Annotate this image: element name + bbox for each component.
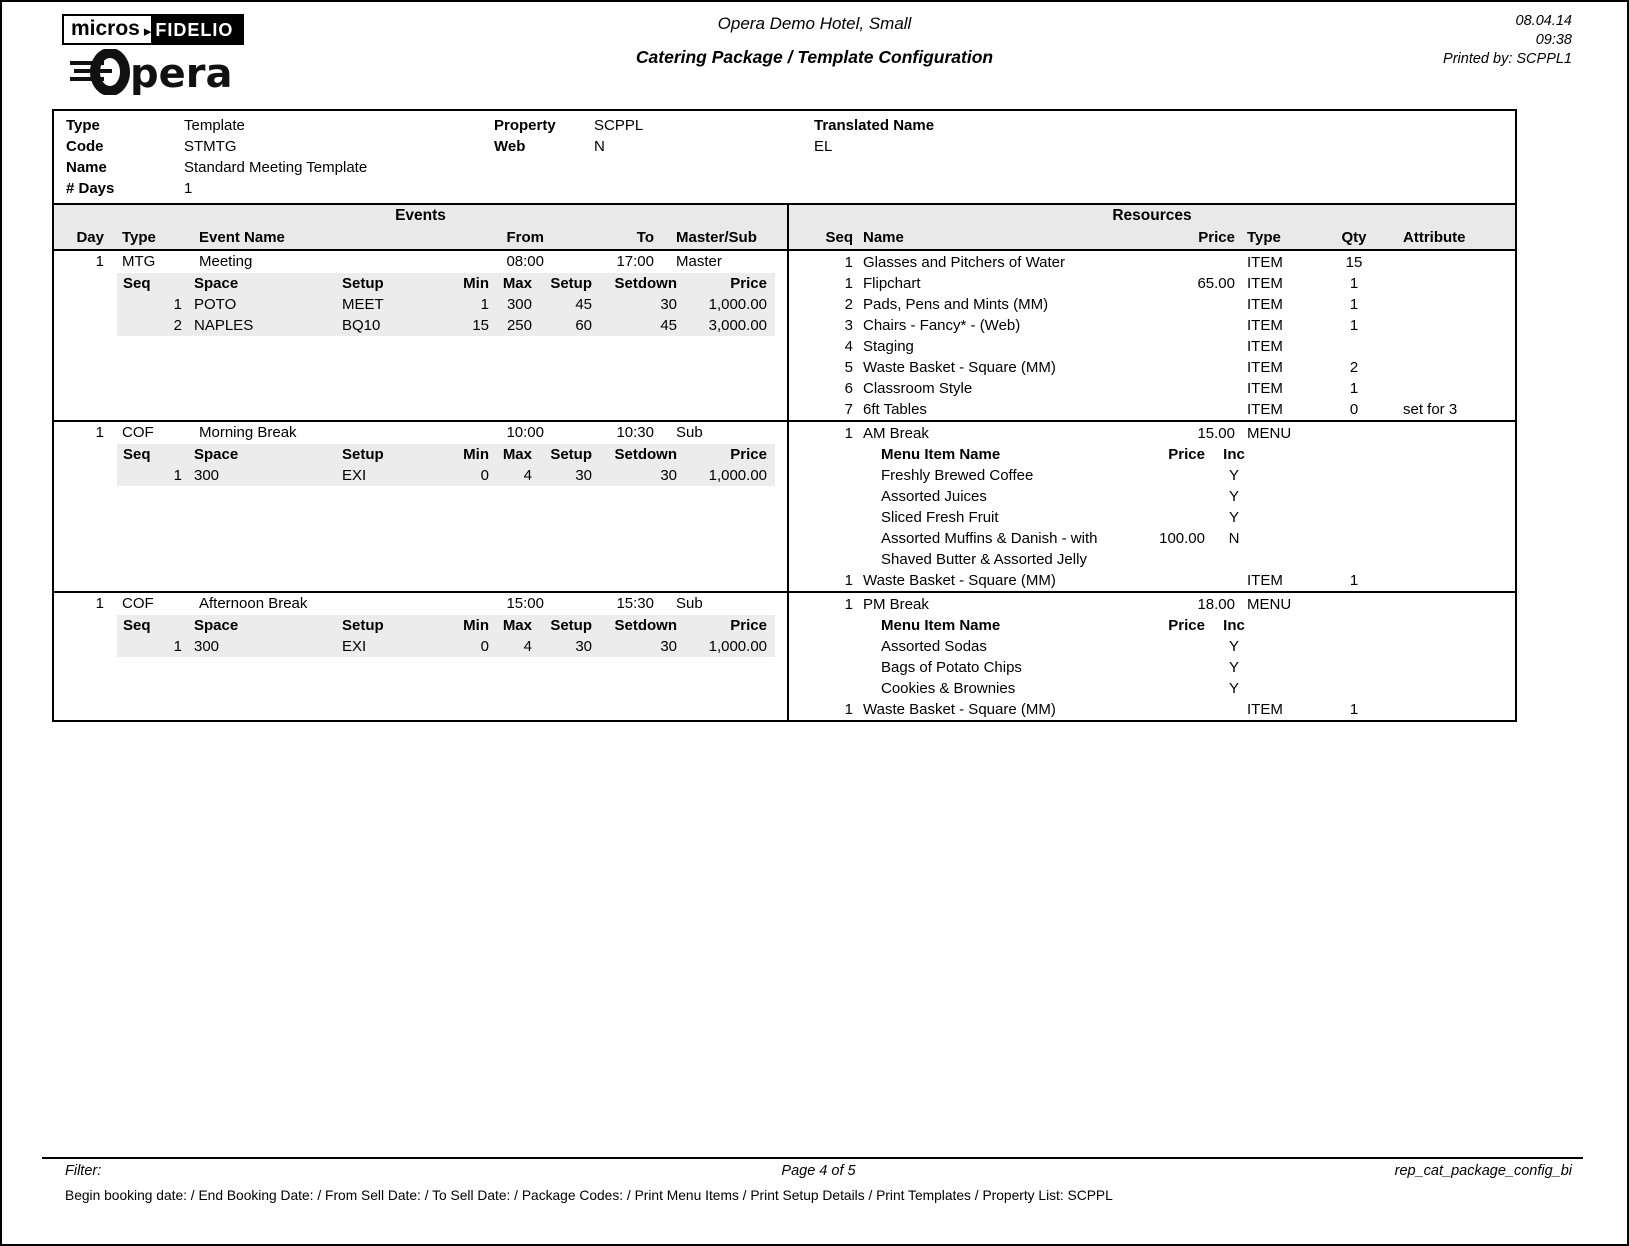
space-row: 2 NAPLES BQ10 15 250 60 45 3,000.00 bbox=[173, 317, 767, 334]
col-setup-time: Setup bbox=[550, 275, 592, 292]
event-row bbox=[54, 251, 787, 272]
menu-item-row: Assorted Muffins & Danish - with Shaved Butter & Assorted Jelly 100.00 N bbox=[881, 530, 1240, 568]
col-seq: Seq bbox=[825, 229, 853, 246]
print-time: 09:38 bbox=[1535, 32, 1572, 48]
days-value: 1 bbox=[184, 180, 193, 197]
fidelio-logo-text: FIDELIO bbox=[151, 16, 242, 43]
event-day: 1 bbox=[95, 253, 104, 270]
space-row: 1 POTO MEET 1 300 45 30 1,000.00 bbox=[173, 296, 767, 313]
events-column-headers bbox=[54, 227, 787, 249]
col-qty: Qty bbox=[1341, 229, 1367, 246]
event-block-morning-break bbox=[54, 420, 1515, 591]
menu-item-row: Assorted Juices Y bbox=[881, 488, 1239, 505]
event-name: Meeting bbox=[199, 253, 253, 270]
space-row: 1 300 EXI 0 4 30 30 1,000.00 bbox=[173, 467, 767, 484]
space-header-row: Seq Space Setup Min Max Setup Setdown Price bbox=[123, 617, 767, 634]
space-sub-table bbox=[117, 273, 775, 336]
event-row: 1 COF Afternoon Break 15:00 15:30 Sub bbox=[95, 595, 703, 612]
web-value: N bbox=[594, 138, 605, 155]
event-type: MTG bbox=[122, 253, 156, 270]
filter-label: Filter: bbox=[65, 1163, 102, 1179]
col-setdown: Setdown bbox=[614, 275, 677, 292]
vendor-logos bbox=[62, 14, 258, 99]
col-price: Price bbox=[1198, 229, 1235, 246]
arrow-icon: ▸ bbox=[144, 16, 152, 43]
resource-row: 2 Pads, Pens and Mints (MM) ITEM 1 bbox=[844, 296, 1359, 313]
space-row: 1 300 EXI 0 4 30 30 1,000.00 bbox=[173, 638, 767, 655]
opera-logo-graphic bbox=[68, 49, 258, 95]
space-sub-table bbox=[117, 444, 775, 486]
code-value: STMTG bbox=[184, 138, 237, 155]
translated-name-label: Translated Name bbox=[814, 117, 935, 134]
event-row: 1 COF Morning Break 10:00 10:30 Sub bbox=[95, 424, 703, 441]
col-attribute: Attribute bbox=[1403, 229, 1466, 246]
space-header-row bbox=[117, 273, 775, 294]
menu-item-row: Assorted Sodas Y bbox=[881, 638, 1239, 655]
col-menu-item-name: Menu Item Name bbox=[881, 446, 1001, 463]
col-res-type: Type bbox=[1247, 229, 1281, 246]
table-header-band bbox=[54, 203, 1515, 251]
micros-logo-text: micros bbox=[64, 16, 144, 43]
event-from: 08:00 bbox=[506, 253, 544, 270]
space-sub-table bbox=[117, 615, 775, 657]
resource-row: 4 Staging ITEM bbox=[844, 338, 1283, 355]
col-event-name: Event Name bbox=[199, 229, 285, 246]
event-to: 17:00 bbox=[616, 253, 654, 270]
package-info bbox=[54, 111, 1515, 203]
resource-row: 1 Glasses and Pitchers of Water ITEM 15 bbox=[844, 254, 1363, 271]
col-menu-inc: Inc bbox=[1223, 446, 1245, 463]
printed-by: Printed by: SCPPL1 bbox=[1443, 51, 1572, 67]
resource-row: 1 Waste Basket - Square (MM) ITEM 1 bbox=[844, 701, 1359, 718]
report-body bbox=[52, 109, 1517, 722]
filter-criteria: Begin booking date: / End Booking Date: / From Sell Date: / To Sell Date: / Package Codes: / Print Menu Items / Print Setup Details / Print Templates / Property List: SCPPL bbox=[65, 1188, 1113, 1203]
property-value: SCPPL bbox=[594, 117, 644, 134]
col-space-price: Price bbox=[730, 275, 767, 292]
page-number: Page 4 of 5 bbox=[781, 1163, 856, 1179]
menu-resource-row: 1 PM Break 18.00 MENU bbox=[844, 596, 1292, 613]
resources-column-headers bbox=[789, 227, 1515, 249]
col-from: From bbox=[506, 229, 544, 246]
col-day: Day bbox=[76, 229, 104, 246]
events-section-title: Events bbox=[395, 207, 446, 224]
menu-item-row: Bags of Potato Chips Y bbox=[881, 659, 1239, 676]
days-label: # Days bbox=[66, 180, 115, 197]
menu-item-row: Freshly Brewed Coffee Y bbox=[881, 467, 1239, 484]
menu-resource-row: 1 AM Break 15.00 MENU bbox=[844, 425, 1292, 442]
menu-header-row bbox=[789, 444, 1515, 465]
hotel-name: Opera Demo Hotel, Small bbox=[717, 14, 912, 33]
space-header-row: Seq Space Setup Min Max Setup Setdown Price bbox=[123, 446, 767, 463]
opera-logo bbox=[68, 49, 258, 99]
name-label: Name bbox=[66, 159, 107, 176]
col-setup: Setup bbox=[342, 275, 384, 292]
resource-row: 1 Flipchart 65.00 ITEM 1 bbox=[844, 275, 1359, 292]
type-label: Type bbox=[66, 117, 100, 134]
report-id: rep_cat_package_config_bi bbox=[1394, 1163, 1572, 1179]
print-info bbox=[1443, 12, 1572, 69]
event-master-sub: Master bbox=[676, 253, 722, 270]
resource-row: 3 Chairs - Fancy* - (Web) ITEM 1 bbox=[844, 317, 1359, 334]
menu-item-row: Cookies & Brownies Y bbox=[881, 680, 1239, 697]
resources-section-title: Resources bbox=[1112, 207, 1192, 224]
col-menu-price: Price bbox=[1168, 446, 1205, 463]
col-type: Type bbox=[122, 229, 156, 246]
col-min: Min bbox=[463, 275, 489, 292]
web-label: Web bbox=[494, 138, 526, 155]
event-block-meeting bbox=[54, 251, 1515, 420]
property-label: Property bbox=[494, 117, 556, 134]
resource-row: 6 Classroom Style ITEM 1 bbox=[844, 380, 1359, 397]
col-space-seq: Seq bbox=[123, 275, 151, 292]
report-title: Catering Package / Template Configuration bbox=[635, 47, 994, 67]
code-label: Code bbox=[66, 138, 104, 155]
col-master-sub: Master/Sub bbox=[676, 229, 757, 246]
resource-row: 1 Waste Basket - Square (MM) ITEM 1 bbox=[844, 572, 1359, 589]
type-value: Template bbox=[184, 117, 245, 134]
micros-fidelio-logo bbox=[62, 14, 244, 45]
print-date: 08.04.14 bbox=[1515, 13, 1572, 29]
footer-meta bbox=[65, 1163, 1572, 1179]
footer-divider bbox=[42, 1157, 1583, 1159]
col-space: Space bbox=[194, 275, 239, 292]
col-to: To bbox=[636, 229, 654, 246]
resource-row: 5 Waste Basket - Square (MM) ITEM 2 bbox=[844, 359, 1359, 376]
svg-text:pera: pera bbox=[130, 51, 233, 95]
menu-header-row: Menu Item Name Price Inc bbox=[881, 617, 1245, 634]
col-max: Max bbox=[502, 275, 532, 292]
col-name: Name bbox=[863, 229, 904, 246]
resource-row: 7 6ft Tables ITEM 0 set for 3 bbox=[844, 401, 1458, 418]
menu-item-row: Sliced Fresh Fruit Y bbox=[881, 509, 1239, 526]
name-value: Standard Meeting Template bbox=[184, 159, 368, 176]
event-block-afternoon-break bbox=[54, 591, 1515, 720]
translated-name-value: EL bbox=[814, 138, 833, 155]
